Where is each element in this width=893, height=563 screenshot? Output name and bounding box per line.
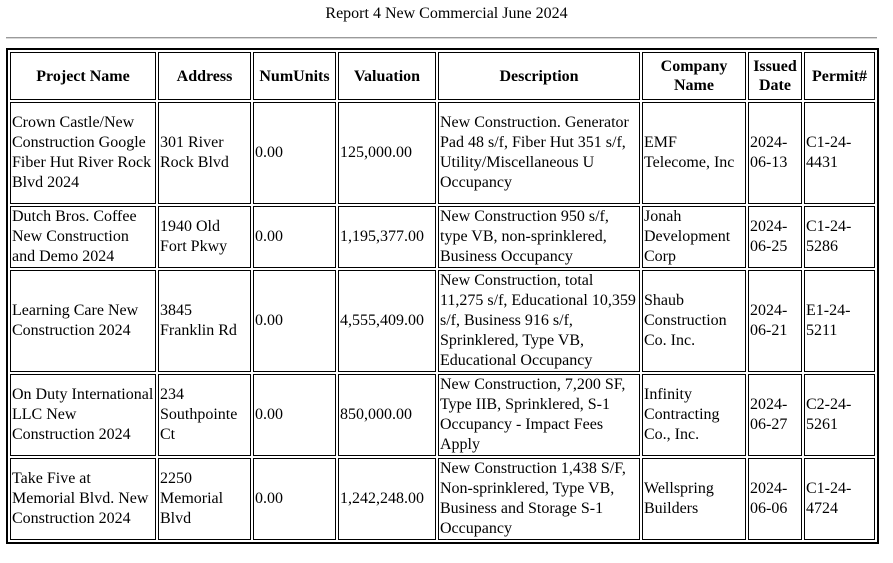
num-units-cell: 0.00 bbox=[253, 374, 336, 456]
table-row bbox=[10, 270, 875, 372]
header-description: Description bbox=[438, 52, 640, 100]
table-row bbox=[10, 102, 875, 204]
company-name-cell: Wellspring Builders bbox=[642, 458, 746, 540]
header-issued-date: Issued Date bbox=[748, 52, 802, 100]
issued-date-cell: 2024-06-27 bbox=[748, 374, 802, 456]
project-name-cell: Crown Castle/New Construction Google Fiber Hut River Rock Blvd 2024 bbox=[10, 102, 156, 204]
num-units-cell: 0.00 bbox=[253, 102, 336, 204]
description-cell: New Construction 950 s/f, type VB, non-sprinklered, Business Occupancy bbox=[438, 206, 640, 268]
company-name-cell: Infinity Contracting Co., Inc. bbox=[642, 374, 746, 456]
description-cell: New Construction 1,438 S/F, Non-sprinklered, Type VB, Business and Storage S-1 Occupancy bbox=[438, 458, 640, 540]
address-cell: 2250 Memorial Blvd bbox=[158, 458, 251, 540]
num-units-cell: 0.00 bbox=[253, 270, 336, 372]
report-title: Report 4 New Commercial June 2024 bbox=[325, 5, 568, 22]
address-cell: 234 Southpointe Ct bbox=[158, 374, 251, 456]
project-name-cell: On Duty International LLC New Construction 2024 bbox=[10, 374, 156, 456]
issued-date-cell: 2024-06-13 bbox=[748, 102, 802, 204]
project-name-cell: Take Five at Memorial Blvd. New Construction 2024 bbox=[10, 458, 156, 540]
valuation-cell: 125,000.00 bbox=[338, 102, 436, 204]
address-cell: 3845 Franklin Rd bbox=[158, 270, 251, 372]
address-cell: 1940 Old Fort Pkwy bbox=[158, 206, 251, 268]
table-row bbox=[10, 458, 875, 540]
permit-cell: E1-24-5211 bbox=[804, 270, 875, 372]
valuation-cell: 4,555,409.00 bbox=[338, 270, 436, 372]
horizontal-rule bbox=[6, 37, 877, 39]
company-name-cell: EMF Telecome, Inc bbox=[642, 102, 746, 204]
num-units-cell: 0.00 bbox=[253, 206, 336, 268]
address-cell: 301 River Rock Blvd bbox=[158, 102, 251, 204]
description-cell: New Construction, 7,200 SF, Type IIB, Sprinklered, S-1 Occupancy - Impact Fees Apply bbox=[438, 374, 640, 456]
permit-cell: C2-24-5261 bbox=[804, 374, 875, 456]
description-cell: New Construction. Generator Pad 48 s/f, Fiber Hut 351 s/f, Utility/Miscellaneous U Occupancy bbox=[438, 102, 640, 204]
company-name-cell: Jonah Development Corp bbox=[642, 206, 746, 268]
permits-table bbox=[6, 48, 879, 544]
issued-date-cell: 2024-06-21 bbox=[748, 270, 802, 372]
project-name-cell: Learning Care New Construction 2024 bbox=[10, 270, 156, 372]
header-project-name: Project Name bbox=[10, 52, 156, 100]
header-permit: Permit# bbox=[804, 52, 875, 100]
permit-cell: C1-24-4431 bbox=[804, 102, 875, 204]
table-row bbox=[10, 206, 875, 268]
header-row bbox=[10, 52, 875, 100]
project-name-cell: Dutch Bros. Coffee New Construction and Demo 2024 bbox=[10, 206, 156, 268]
header-valuation: Valuation bbox=[338, 52, 436, 100]
permit-cell: C1-24-5286 bbox=[804, 206, 875, 268]
valuation-cell: 1,195,377.00 bbox=[338, 206, 436, 268]
description-cell: New Construction, total 11,275 s/f, Educational 10,359 s/f, Business 916 s/f, Sprinklered, Type VB, Educational Occupancy bbox=[438, 270, 640, 372]
valuation-cell: 850,000.00 bbox=[338, 374, 436, 456]
issued-date-cell: 2024-06-25 bbox=[748, 206, 802, 268]
valuation-cell: 1,242,248.00 bbox=[338, 458, 436, 540]
header-company-name: Company Name bbox=[642, 52, 746, 100]
header-address: Address bbox=[158, 52, 251, 100]
header-num-units: NumUnits bbox=[253, 52, 336, 100]
num-units-cell: 0.00 bbox=[253, 458, 336, 540]
table-row bbox=[10, 374, 875, 456]
issued-date-cell: 2024-06-06 bbox=[748, 458, 802, 540]
company-name-cell: Shaub Construction Co. Inc. bbox=[642, 270, 746, 372]
permit-cell: C1-24-4724 bbox=[804, 458, 875, 540]
